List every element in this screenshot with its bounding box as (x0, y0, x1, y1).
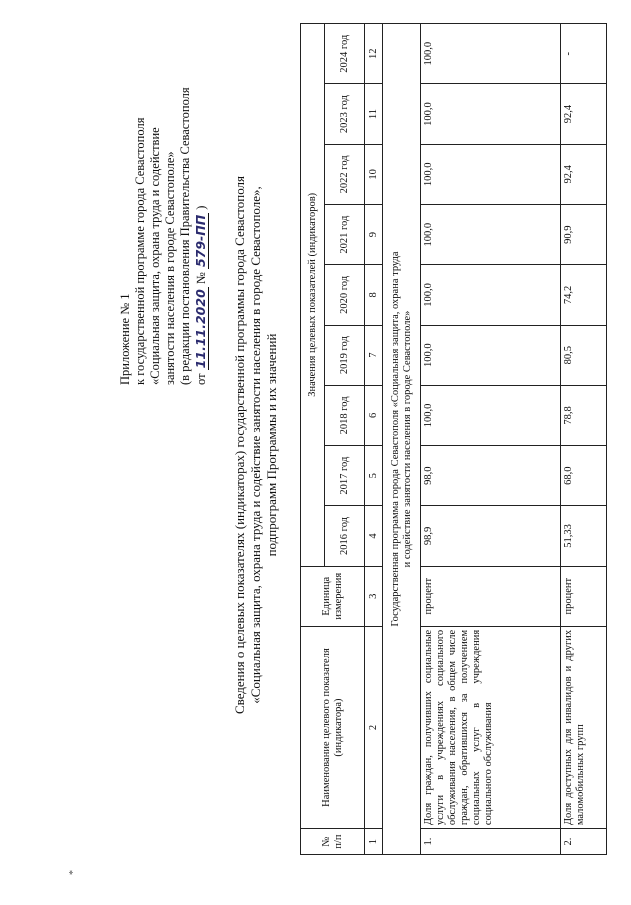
row-value: 98,0 (421, 446, 561, 506)
section-row (383, 24, 421, 855)
header-year: 2018 год (325, 385, 365, 445)
appendix-line: к государственной программе города Севастополя (133, 117, 147, 385)
header-year: 2022 год (325, 144, 365, 204)
column-number: 4 (365, 506, 383, 566)
header-values-group: Значения целевых показателей (индикаторов) (301, 24, 325, 567)
title-line: подпрограмм Программы и их значений (264, 333, 279, 557)
handwritten-date: 11.11.2020 (193, 289, 208, 369)
row-num: 1. (421, 829, 561, 855)
column-number: 5 (365, 446, 383, 506)
header-year: 2019 год (325, 325, 365, 385)
stray-mark: * (68, 870, 79, 875)
header-year: 2024 год (325, 24, 365, 84)
row-name: Доля граждан, получивших социальные услуги в учреждениях социального обслуживания населения, в общем числе граждан, обратившихся за получением социальных услуг в учреждения социального обслуживания (421, 626, 561, 828)
header-year: 2020 год (325, 265, 365, 325)
row-value: 100,0 (421, 84, 561, 144)
appendix-header (118, 25, 209, 385)
row-value: 78,8 (561, 385, 607, 445)
header-unit: Единица измерения (301, 566, 365, 626)
row-value: 90,9 (561, 204, 607, 264)
column-number: 8 (365, 265, 383, 325)
row-value: 100,0 (421, 325, 561, 385)
row-unit: процент (561, 566, 607, 626)
title-line: Сведения о целевых показателях (индикаторах) государственной программы города Севастополя (232, 175, 247, 715)
row-value: 74,2 (561, 265, 607, 325)
column-number-row (365, 24, 383, 855)
row-value: 100,0 (421, 24, 561, 84)
column-number: 7 (365, 325, 383, 385)
row-num: 2. (561, 829, 607, 855)
column-number: 1 (365, 829, 383, 855)
title-line: «Социальная защита, охрана труда и содействие занятости населения в городе Севастополе», (248, 186, 263, 704)
row-value: - (561, 24, 607, 84)
row-value: 51,33 (561, 506, 607, 566)
header-row-group (301, 24, 325, 855)
column-number: 11 (365, 84, 383, 144)
header-num: № п/п (301, 829, 365, 855)
document-title (232, 95, 280, 795)
section-title (383, 24, 421, 855)
date-prefix: от (194, 373, 208, 385)
row-value: 100,0 (421, 265, 561, 325)
column-number: 3 (365, 566, 383, 626)
handwritten-number: 579-ПП (193, 214, 208, 268)
row-unit: процент (421, 566, 561, 626)
row-value: 92,4 (561, 144, 607, 204)
appendix-date-line (193, 25, 209, 385)
column-number: 6 (365, 385, 383, 445)
column-number: 9 (365, 204, 383, 264)
table-row (561, 24, 607, 855)
header-year: 2017 год (325, 446, 365, 506)
section-title-line: Государственная программа города Севастополя «Социальная защита, охрана труда (389, 251, 401, 627)
row-value: 98,9 (421, 506, 561, 566)
row-name: Доля доступных для инвалидов и других маломобильных групп (561, 626, 607, 828)
number-sign: № (194, 272, 208, 285)
row-value: 100,0 (421, 385, 561, 445)
appendix-line: «Социальная защита, охрана труда и содействие (148, 127, 162, 385)
appendix-title: Приложение № 1 (118, 293, 132, 385)
appendix-line: (в редакции постановления Правительства Севастополя (178, 87, 192, 385)
row-value: 100,0 (421, 204, 561, 264)
header-year: 2023 год (325, 84, 365, 144)
table-row (421, 24, 561, 855)
column-number: 12 (365, 24, 383, 84)
column-number: 2 (365, 626, 383, 828)
closing-paren: ) (194, 205, 208, 210)
row-value: 92,4 (561, 84, 607, 144)
row-value: 68,0 (561, 446, 607, 506)
header-year: 2021 год (325, 204, 365, 264)
header-year: 2016 год (325, 506, 365, 566)
row-value: 80,5 (561, 325, 607, 385)
appendix-line: занятости населения в городе Севастополе» (163, 151, 177, 385)
indicators-table (300, 23, 607, 855)
row-value: 100,0 (421, 144, 561, 204)
header-name: Наименование целевого показателя (индикатора) (301, 626, 365, 828)
column-number: 10 (365, 144, 383, 204)
section-title-line: и содействие занятости населения в городе Севастополе» (401, 310, 413, 568)
